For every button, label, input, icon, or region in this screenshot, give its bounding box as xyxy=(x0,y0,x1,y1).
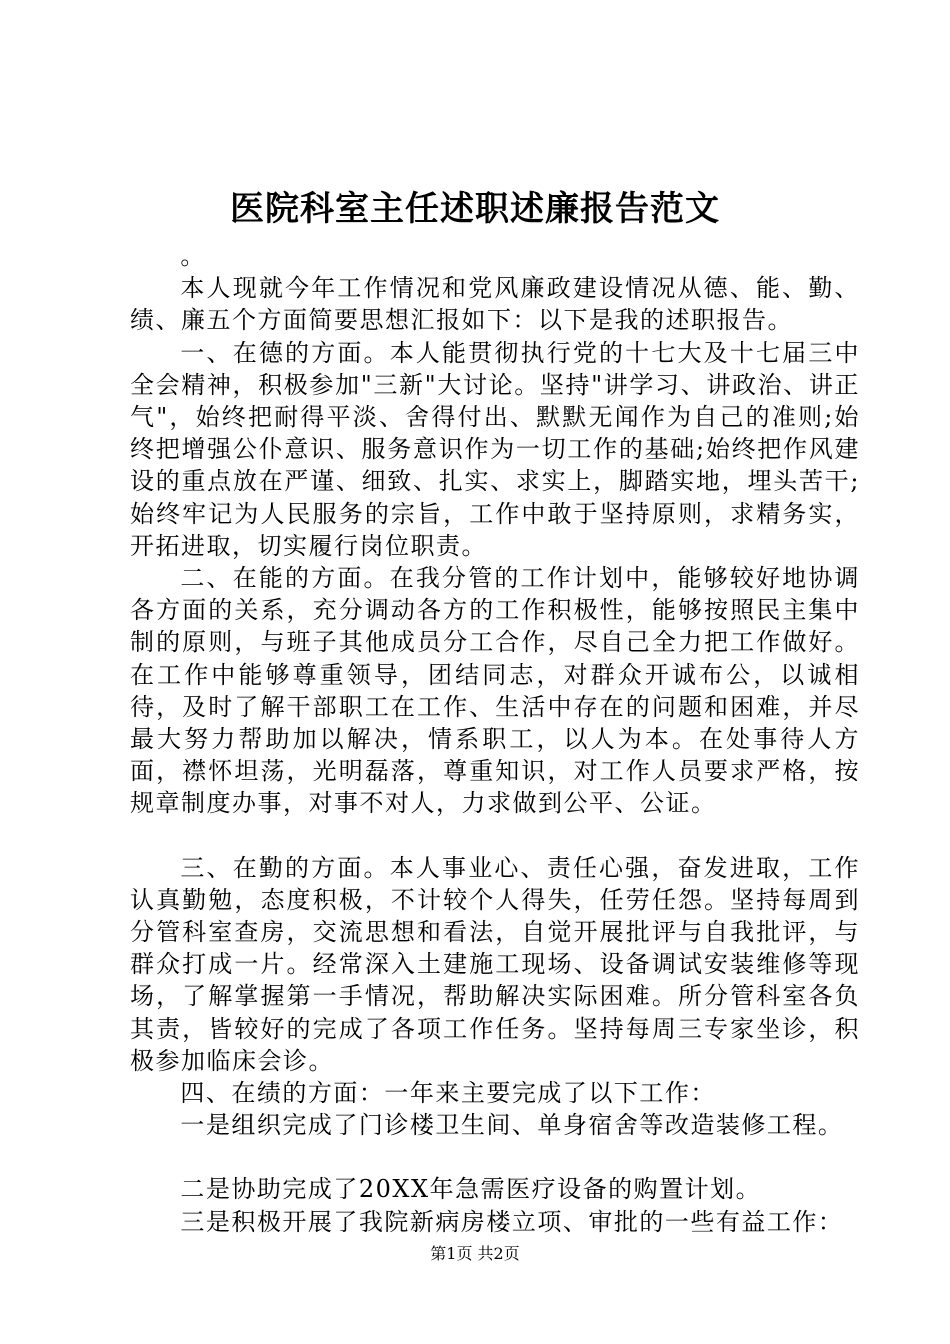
document-body xyxy=(130,240,860,1238)
paragraph-gap xyxy=(130,820,860,852)
paragraph-de: 一、在德的方面。本人能贯彻执行党的十七大及十七届三中全会精神，积极参加"三新"大讨论。坚持"讲学习、讲政治、讲正气"，始终把耐得平淡、舍得付出、默默无闻作为自己的准则;始终把增强公仆意识、服务意识作为一切工作的基础;始终把作风建设的重点放在严谨、细致、扎实、求实上，脚踏实地，埋头苦干;始终牢记为人民服务的宗旨，工作中敢于坚持原则，求精务实，开拓进取，切实履行岗位职责。 xyxy=(130,338,860,560)
paragraph-gap xyxy=(130,1141,860,1173)
paragraph-item-3: 三是积极开展了我院新病房楼立项、审批的一些有益工作： xyxy=(180,1207,844,1236)
paragraph-qin: 三、在勤的方面。本人事业心、责任心强，奋发进取，工作认真勤勉，态度积极，不计较个人得失，任劳任怨。坚持每周到分管科室查房，交流思想和看法，自觉开展批评与自我批评，与群众打成一片。经常深入土建施工现场、设备调试安装维修等现场，了解掌握第一手情况，帮助解决实际困难。所分管科室各负其责，皆较好的完成了各项工作任务。坚持每周三专家坐诊，积极参加临床会诊。 xyxy=(130,853,860,1075)
paragraph-item-2: 二是协助完成了20XX年急需医疗设备的购置计划。 xyxy=(180,1175,762,1204)
document-title: 医院科室主任述职述廉报告范文 xyxy=(230,189,720,229)
paragraph-0: 。 xyxy=(180,242,206,270)
paragraph-item-1: 一是组织完成了门诊楼卫生间、单身宿舍等改造装修工程。 xyxy=(180,1111,844,1140)
page-footer: 第1页 共2页 xyxy=(430,1244,520,1263)
paragraph-ji: 四、在绩的方面：一年来主要完成了以下工作： xyxy=(180,1079,716,1108)
paragraph-neng: 二、在能的方面。在我分管的工作计划中，能够较好地协调各方面的关系，充分调动各方的工作积极性，能够按照民主集中制的原则，与班子其他成员分工合作，尽自己全力把工作做好。在工作中能够尊重领导，团结同志，对群众开诚布公，以诚相待，及时了解干部职工在工作、生活中存在的问题和困难，并尽最大努力帮助加以解决，情系职工，以人为本。在处事待人方面，襟怀坦荡，光明磊落，尊重知识，对工作人员要求严格，按规章制度办事，对事不对人，力求做到公平、公证。 xyxy=(130,564,860,818)
paragraph-intro: 本人现就今年工作情况和党风廉政建设情况从德、能、勤、绩、廉五个方面简要思想汇报如下：以下是我的述职报告。 xyxy=(130,274,860,335)
